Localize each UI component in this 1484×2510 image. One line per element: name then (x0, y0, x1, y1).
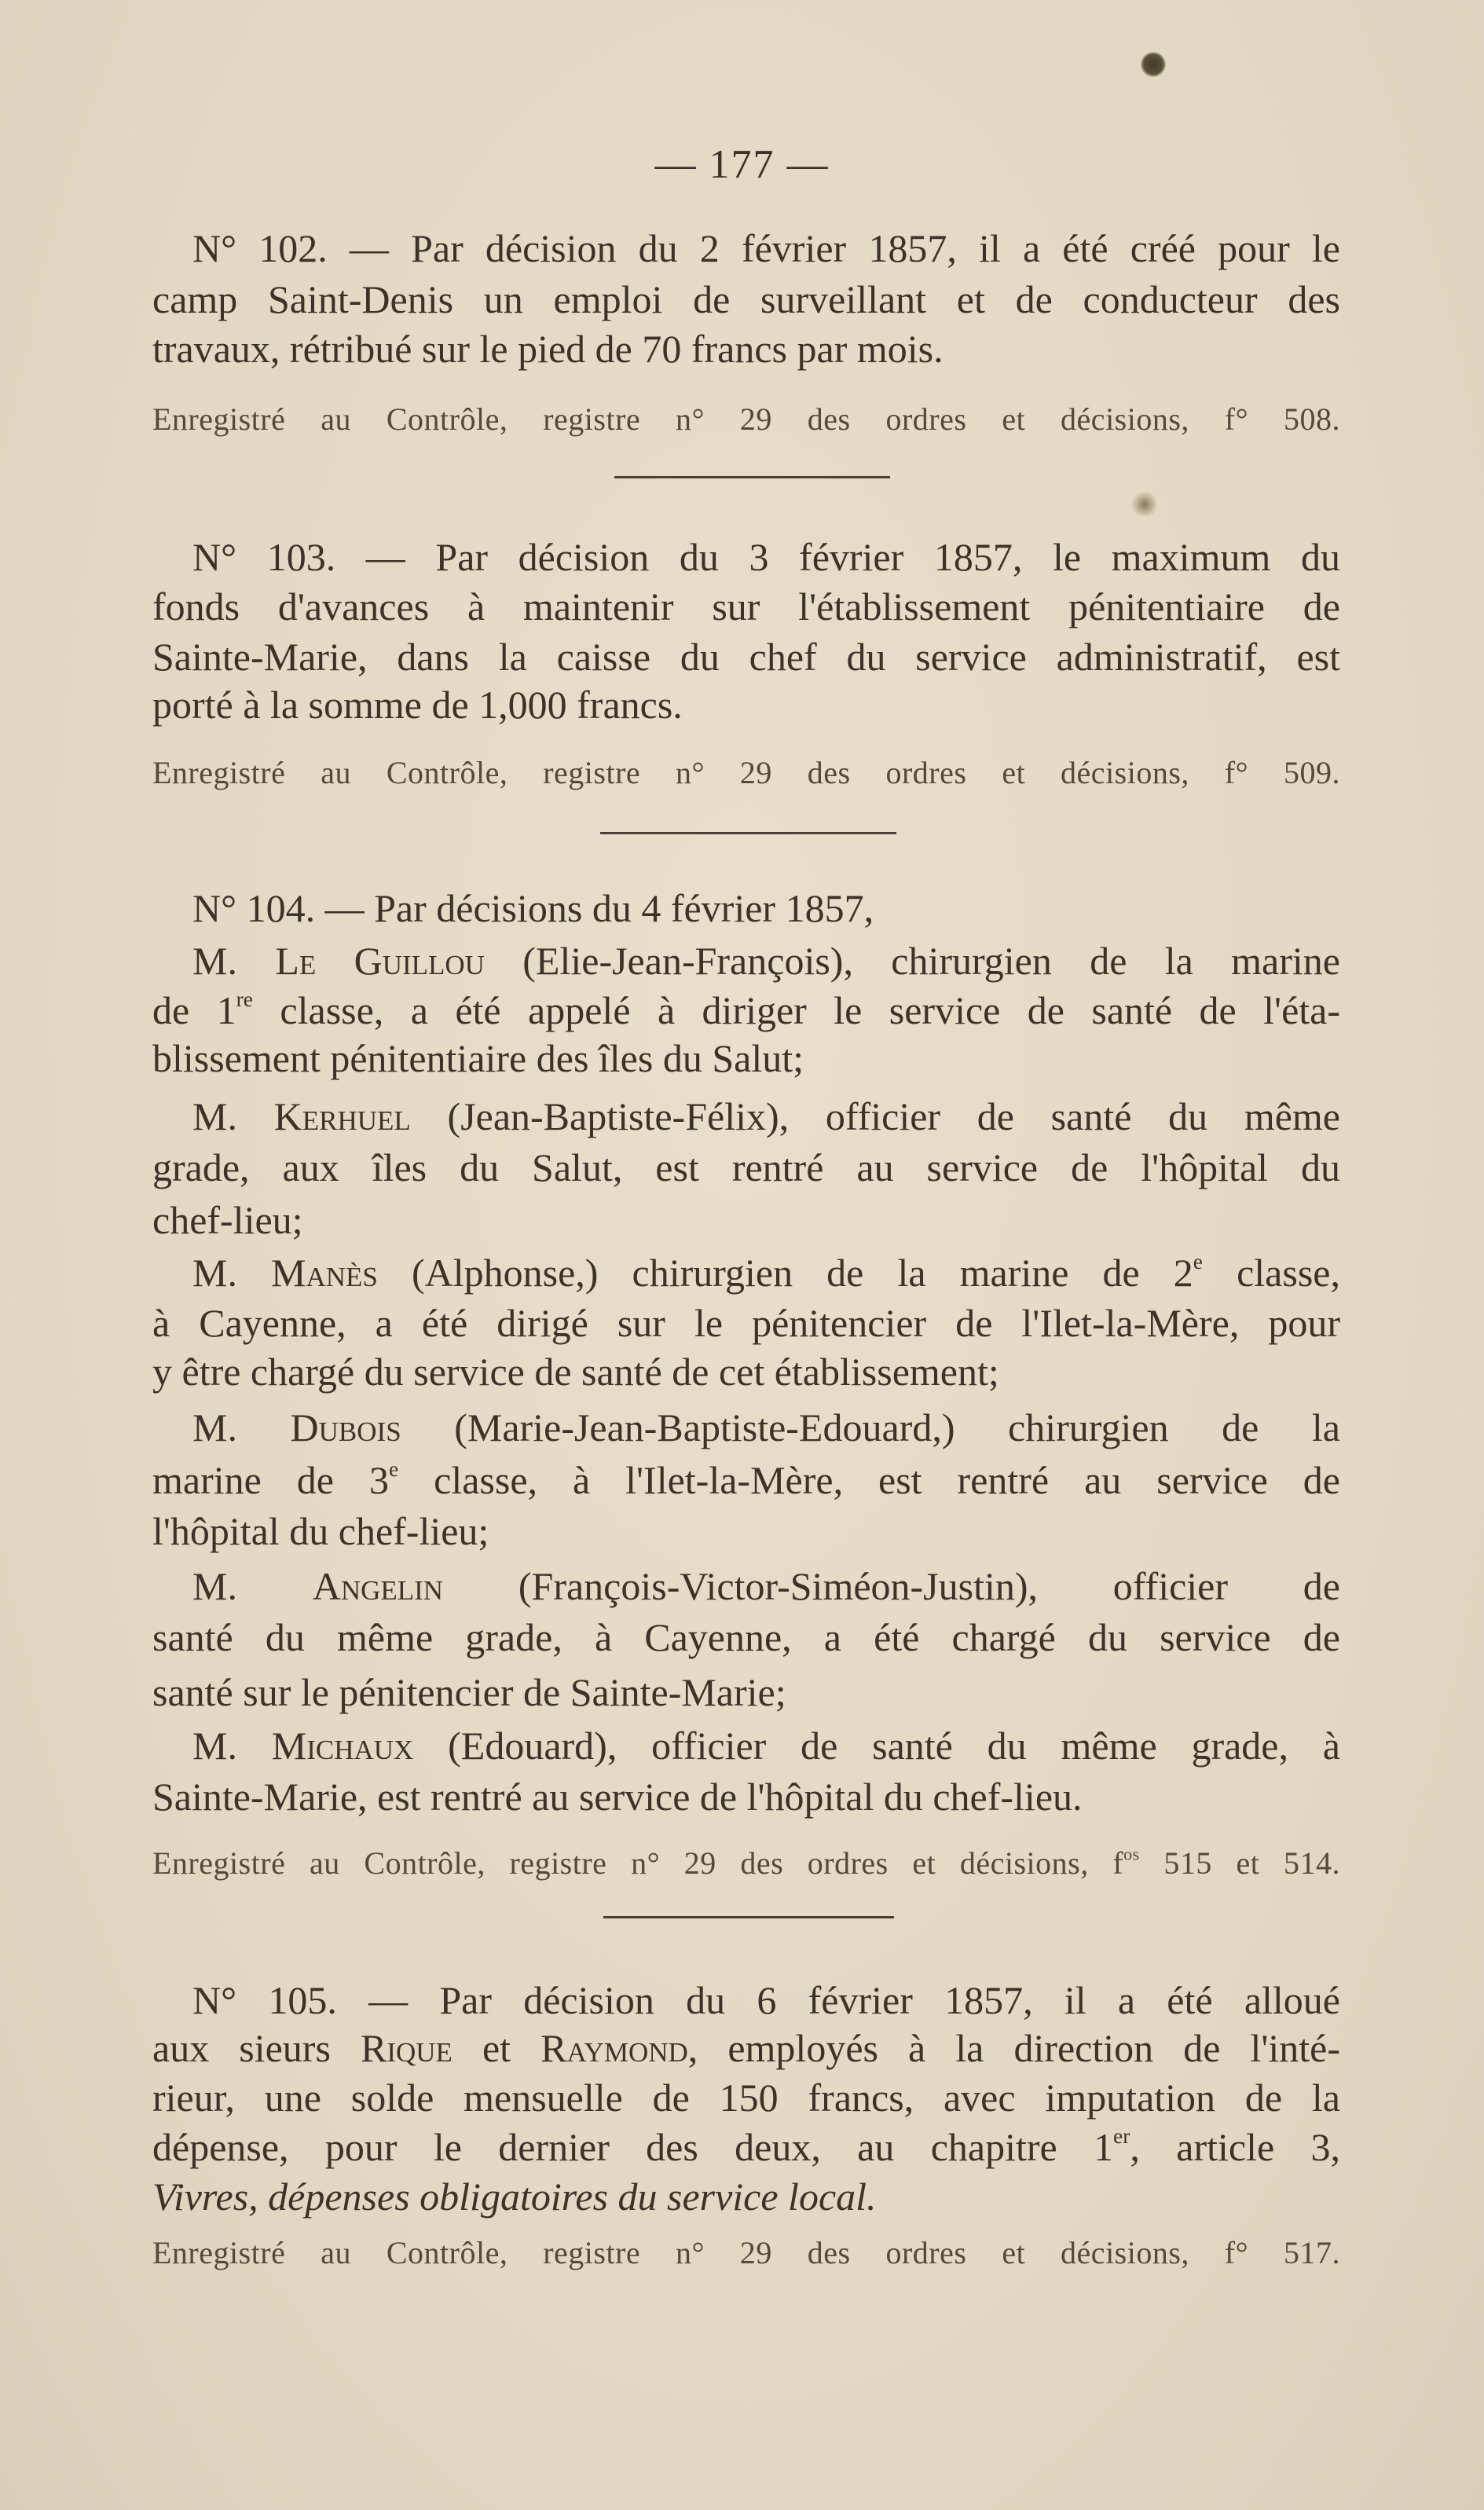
text-line: porté à la somme de 1,000 francs. (152, 683, 683, 727)
text-line: travaux, rétribué sur le pied de 70 francs par mois. (152, 327, 944, 371)
text-line: à Cayenne, a été dirigé sur le pénitencier de l'Ilet-la-Mère, pour (152, 1301, 1340, 1345)
registration-note: Enregistré au Contrôle, registre n° 29 des ordres et décisions, f° 508. (152, 401, 1340, 437)
paragraph-first-line: N° 104. — Par décisions du 4 février 1857, (192, 886, 874, 930)
person-name: Le Guillou (275, 939, 485, 983)
superscript: e (388, 1457, 399, 1481)
text-line: Sainte-Marie, est rentré au service de l'hôpital du chef-lieu. (152, 1775, 1083, 1819)
superscript: er (1113, 2123, 1130, 2148)
superscript: e (1193, 1249, 1204, 1273)
registration-note: Enregistré au Contrôle, registre n° 29 des ordres et décisions, f° 509. (152, 755, 1340, 790)
paragraph-first-line: M. Kerhuel (Jean-Baptiste-Félix), officier de santé du même (192, 1094, 1340, 1138)
person-name: Michaux (271, 1724, 414, 1768)
person-name: Dubois (290, 1405, 401, 1449)
text-line: grade, aux îles du Salut, est rentré au service de l'hôpital du (152, 1145, 1340, 1189)
text-line: santé du même grade, à Cayenne, a été chargé du service de (152, 1615, 1340, 1659)
paragraph-first-line: M. Dubois (Marie-Jean-Baptiste-Edouard,) chirurgien de la (192, 1405, 1340, 1449)
text-line: dépense, pour le dernier des deux, au chapitre 1er, article 3, (152, 2123, 1340, 2169)
paragraph-first-line: N° 103. — Par décision du 3 février 1857, le maximum du (192, 535, 1340, 579)
text-line: de 1re classe, a été appelé à diriger le service de santé de l'éta- (152, 987, 1340, 1032)
registration-note: Enregistré au Contrôle, registre n° 29 des ordres et décisions, $f^{os}$ 515 et 514. (152, 1844, 1340, 1881)
section-divider (600, 832, 896, 834)
text-line: marine de 3e classe, à l'Ilet-la-Mère, est rentré au service de (152, 1457, 1340, 1502)
text-line: rieur, une solde mensuelle de 150 francs, avec imputation de la (152, 2076, 1340, 2120)
text-line: fonds d'avances à maintenir sur l'établissement pénitentiaire de (152, 584, 1340, 628)
text-line (152, 2171, 1340, 2222)
superscript: os (1123, 1844, 1140, 1864)
text-line: camp Saint-Denis un emploi de surveillant et de conducteur des (152, 277, 1340, 321)
text-line: l'hôpital du chef-lieu; (152, 1509, 489, 1553)
paragraph-first-line: M. Manès (Alphonse,) chirurgien de la marine de 2e classe, (192, 1249, 1340, 1295)
section-divider (614, 476, 890, 478)
paragraph-first-line: M. Angelin (François-Victor-Siméon-Justin), officier de (192, 1564, 1340, 1608)
italic-text: Vivres, dépenses obligatoires du service local. (152, 2175, 877, 2219)
text-line: y être chargé du service de santé de cet établissement; (152, 1350, 999, 1394)
ink-stain (1141, 52, 1166, 77)
section-divider (603, 1916, 894, 1918)
paragraph-first-line: N° 102. — Par décision du 2 février 1857, il a été créé pour le (192, 226, 1340, 270)
superscript: re (236, 987, 253, 1011)
person-name: Manès (271, 1251, 378, 1295)
text-line: Sainte-Marie, dans la caisse du chef du service administratif, est (152, 635, 1340, 679)
person-name: Raymond (540, 2026, 688, 2070)
paragraph-first-line: N° 105. — Par décision du 6 février 1857, il a été alloué (192, 1978, 1340, 2022)
text-line: aux sieurs Rique et Raymond, employés à la direction de l'inté- (152, 2026, 1340, 2070)
person-name: Angelin (312, 1564, 444, 1608)
paragraph-first-line: M. Le Guillou (Elie-Jean-François), chirurgien de la marine (192, 939, 1340, 983)
text-line: santé sur le pénitencier de Sainte-Marie; (152, 1670, 786, 1714)
page-number: — 177 — (654, 142, 830, 187)
text-line: blissement pénitentiaire des îles du Salut; (152, 1036, 804, 1080)
person-name: Kerhuel (273, 1094, 411, 1138)
text-line: chef-lieu; (152, 1198, 303, 1242)
ink-stain (1131, 491, 1158, 518)
person-name: Rique (360, 2026, 453, 2070)
paragraph-first-line: M. Michaux (Edouard), officier de santé du même grade, à (192, 1724, 1340, 1768)
registration-note: Enregistré au Contrôle, registre n° 29 des ordres et décisions, f° 517. (152, 2235, 1340, 2270)
